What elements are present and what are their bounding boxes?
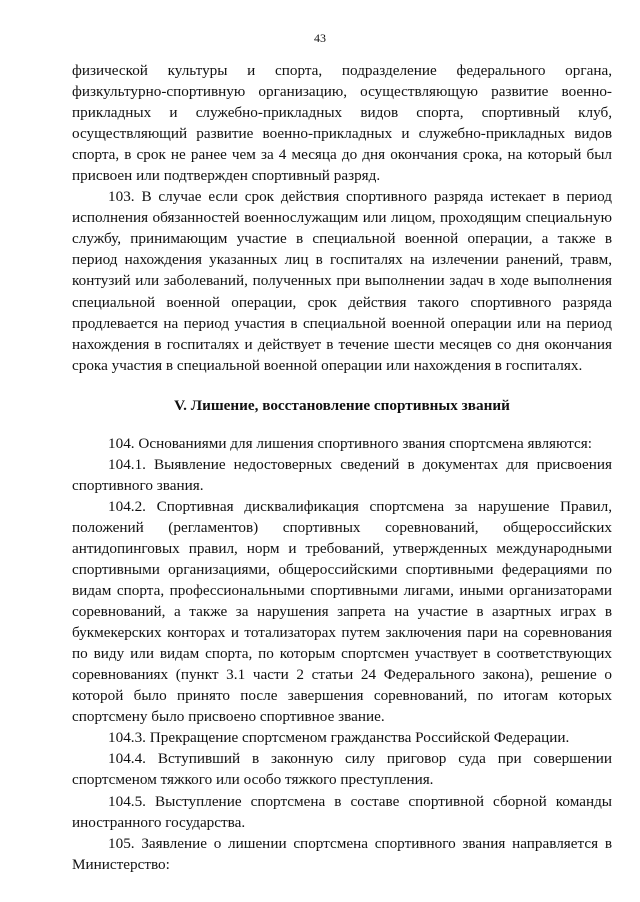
document-body [72, 60, 612, 875]
paragraph-104-1: 104.1. Выявление недостоверных сведений в документах для присвоения спортивного звания. [72, 455, 612, 494]
paragraph-104-2: 104.2. Спортивная дисквалификация спортсмена за нарушение Правил, положений (регламентов) спортивных соревнований, общероссийских антидопинговых правил, норм и требований, утвержденных международными спортивными организациями, общероссийскими спортивными федерациями по видам спорта, профессиональными спортивными лигами, иными организаторами соревнований, а также за нарушения запрета на участие в азартных играх в букмекерских конторах и тотализаторах путем заключения пари на соревнования по виду или видам спорта, по которым спортсмен участвует в соответствующих соревнованиях (пункт 3.1 части 2 статьи 24 Федерального закона), решение о которой было принято после завершения соревнований, по итогам которых спортсмену было присвоено спортивное звание. [72, 497, 612, 726]
paragraph-103: 103. В случае если срок действия спортивного разряда истекает в период исполнения обязанностей военнослужащим или лицом, проходящим специальную службу, принимающим участие в специальной военной операции, а также в период нахождения указанных лиц в госпиталях на излечении ранений, травм, контузий или заболеваний, полученных при выполнении задач в ходе выполнения специальной военной операции, срок действия такого спортивного разряда продлевается на период участия в специальной военной операции или на период нахождения в госпиталях и действует в течение шести месяцев со дня окончания срока участия в специальной военной операции или нахождения в госпиталях. [72, 188, 612, 374]
page-number: 43 [314, 31, 326, 45]
paragraph-104-3: 104.3. Прекращение спортсменом гражданства Российской Федерации. [108, 729, 570, 747]
paragraph-104: 104. Основаниями для лишения спортивного звания спортсмена являются: [108, 434, 592, 452]
paragraph-104-4: 104.4. Вступивший в законную силу приговор суда при совершении спортсменом тяжкого или особо тяжкого преступления. [72, 750, 612, 789]
paragraph-continuation: физической культуры и спорта, подразделение федерального органа, физкультурно-спортивную организацию, осуществляющую развитие военно-прикладных и служебно-прикладных видов спорта, спортивный клуб, осуществляющий развитие военно-прикладных и служебно-прикладных видов спорта, в срок не ранее чем за 4 месяца до дня окончания срока, на который был присвоен или подтвержден спортивный разряд. [72, 62, 612, 185]
section-heading: V. Лишение, восстановление спортивных званий [174, 396, 510, 414]
paragraph-104-5: 104.5. Выступление спортсмена в составе спортивной сборной команды иностранного государства. [72, 792, 612, 831]
paragraph-105: 105. Заявление о лишении спортсмена спортивного звания направляется в Министерство: [72, 834, 612, 873]
